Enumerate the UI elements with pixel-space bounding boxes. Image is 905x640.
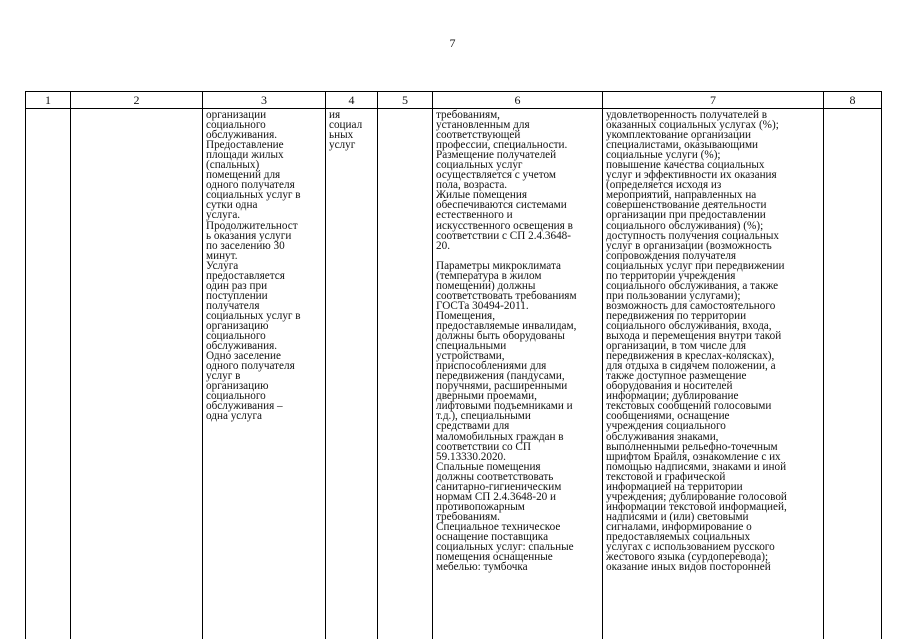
service-standards-table (25, 91, 882, 639)
cell-col-5 (378, 109, 433, 639)
column-number-row (26, 92, 882, 109)
column-header-4: 4 (326, 92, 378, 109)
cell-col-8 (824, 109, 882, 639)
column-header-2: 2 (71, 92, 203, 109)
cell-evaluation-criteria: удовлетворенность получателей в оказанных социальных услугах (%); укомплектование организации специалистами, оказывающими социальные услуги (%); повышение качества социальных услуг и эффективности их оказания (определяется исходя из мероприятий, направленных на совершенствование деятельности организации при предоставлении социального обслуживания) (%); доступность получения социальных услуг в организации (возможность сопровождения получателя социальных услуг при передвижении по территории учреждения социального обслуживания, а также при пользовании услугами); возможность для самостоятельного передвижения по территории социального обслуживания, входа, выхода и перемещения внутри такой организации, в том числе для передвижения в креслах-колясках), для отдыха в сидячем положении, а также доступное размещение оборудования и носителей информации; дублирование текстовых сообщений голосовыми сообщениями, оснащение учреждения социального обслуживания знаками, выполненными рельефно-точечным шрифтом Брайля, ознакомление с их помощью надписями, знаками и иной текстовой и графической информацией на территории учреждения; дублирование голосовой информации текстовой информацией, надписями и (или) световыми сигналами, информирование о предоставляемых социальных услугах с использованием русского жестового языка (сурдоперевода); оказание иных видов посторонней (603, 109, 824, 639)
column-header-5: 5 (378, 92, 433, 109)
cell-col-2 (71, 109, 203, 639)
page-number: 7 (449, 36, 456, 50)
column-header-1: 1 (26, 92, 71, 109)
cell-col-1 (26, 109, 71, 639)
column-header-3: 3 (203, 92, 326, 109)
table-row (26, 109, 882, 639)
column-header-7: 7 (603, 92, 824, 109)
column-header-8: 8 (824, 92, 882, 109)
cell-col-4: ия социал ьных услуг (326, 109, 378, 639)
column-header-6: 6 (433, 92, 603, 109)
cell-service-description: организации социального обслуживания. Предоставление площади жилых (спальных) помещений для одного получателя социальных услуг в сутки одна услуга. Продолжительност ь оказания услуги по заселению 30 минут. Услуга предоставляется один раз при поступлении получателя социальных услуг в организацию социального обслуживания. Одно заселение одного получателя услуг в организацию социального обслуживания – одна услуга (203, 109, 326, 639)
cell-quality-requirements: требованиям, установленным для соответствующей профессии, специальности. Размещение получателей социальных услуг осуществляется с учетом пола, возраста. Жилые помещения обеспечиваются системами естественного и искусственного освещения в соответствии с СП 2.4.3648- 20. Параметры микроклимата (температура в жилом помещении) должны соответствовать требованиям ГОСТа 30494-2011. Помещения, предоставляемые инвалидам, должны быть оборудованы специальными устройствами, приспособлениями для передвижения (пандусами, поручнями, расширенными дверными проемами, лифтовыми подъемниками и т.д.), специальными средствами для маломобильных граждан в соответствии со СП 59.13330.2020. Спальные помещения должны соответствовать санитарно-гигиеническим нормам СП 2.4.3648-20 и противопожарным требованиям. Специальное техническое оснащение поставщика социальных услуг: спальные помещения оснащенные мебелью: тумбочка (433, 109, 603, 639)
